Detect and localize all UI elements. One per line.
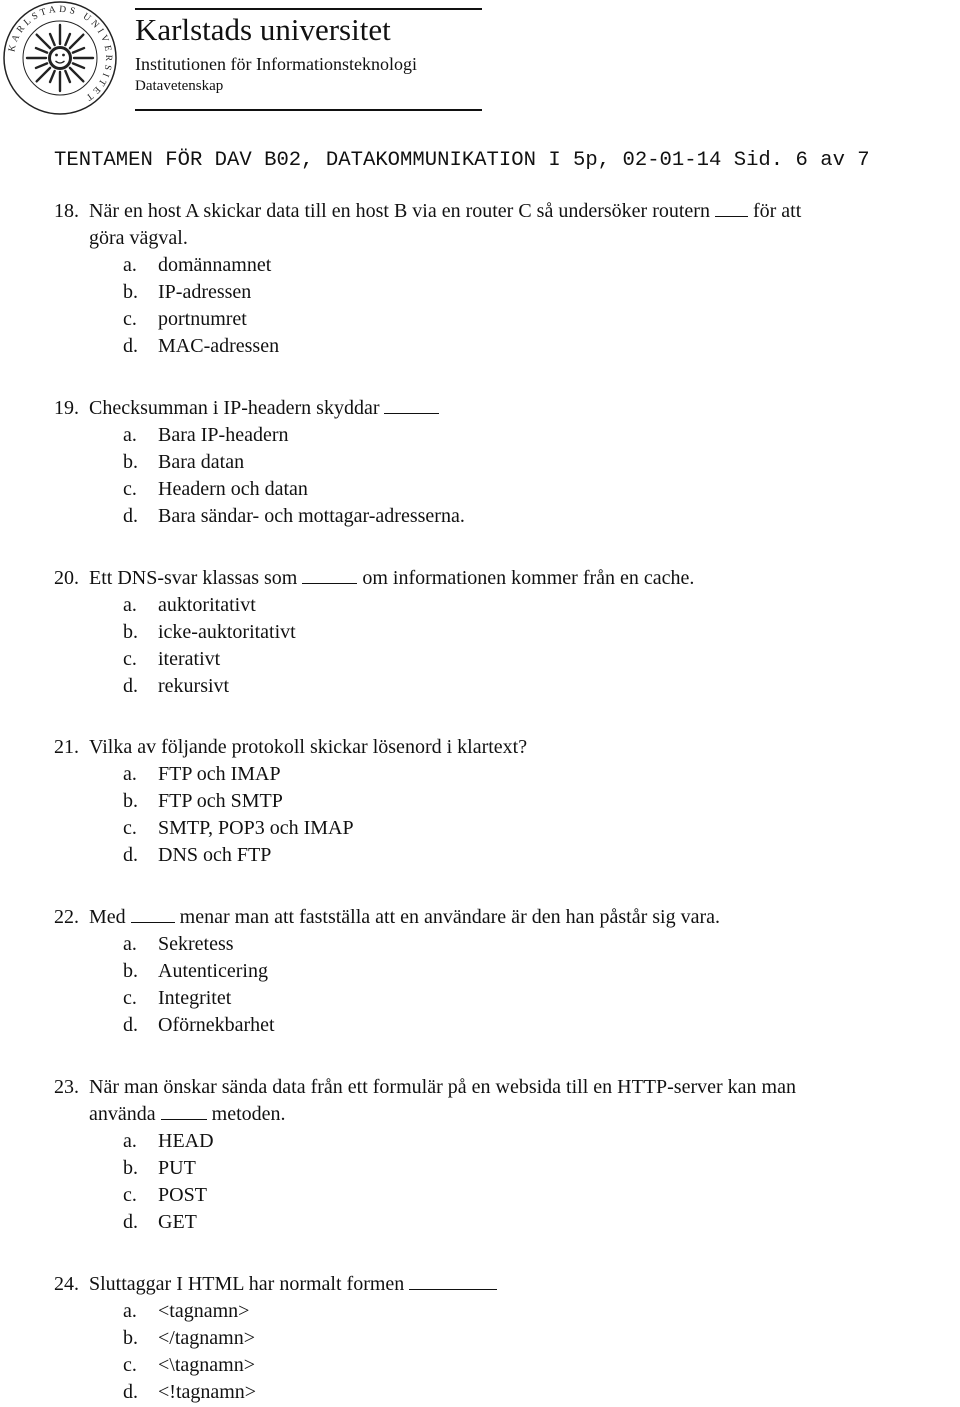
- option-text: Bara sändar- och mottagar-adresserna.: [158, 505, 465, 527]
- option-text: Sekretess: [158, 933, 234, 955]
- question-text: När man önskar sända data från ett formulär på en websida till en HTTP-server kan man: [89, 1076, 796, 1098]
- option-23b: [123, 1155, 196, 1182]
- option-text: <\tagnamn>: [158, 1354, 255, 1376]
- question-number: 20.: [54, 567, 79, 589]
- sun-seal-icon: [2, 0, 118, 116]
- option-22a: [123, 931, 234, 958]
- option-20c: [123, 646, 220, 673]
- option-text: HEAD: [158, 1130, 214, 1152]
- option-24d: [123, 1379, 256, 1406]
- option-letter: c.: [123, 478, 137, 500]
- option-letter: a.: [123, 594, 137, 616]
- option-text: portnumret: [158, 308, 247, 330]
- question-continuation-before: använda: [89, 1103, 156, 1125]
- option-text: FTP och IMAP: [158, 763, 281, 785]
- option-letter: a.: [123, 933, 137, 955]
- option-text: MAC-adressen: [158, 335, 280, 357]
- option-22b: [123, 958, 268, 985]
- question-number: 18.: [54, 200, 79, 222]
- option-letter: b.: [123, 790, 138, 812]
- option-18c: [123, 306, 247, 333]
- question-23: [54, 1074, 796, 1101]
- option-24c: [123, 1352, 255, 1379]
- option-letter: b.: [123, 451, 138, 473]
- option-text: FTP och SMTP: [158, 790, 283, 812]
- option-22d: [123, 1012, 275, 1039]
- question-text: Checksumman i IP-headern skyddar: [89, 397, 380, 419]
- sun-ray: [37, 35, 50, 48]
- sun-ray: [50, 34, 55, 45]
- option-24b: [123, 1325, 255, 1352]
- option-23c: [123, 1182, 207, 1209]
- option-22c: [123, 985, 231, 1012]
- answer-blank: [715, 215, 748, 217]
- option-text: icke-auktoritativt: [158, 621, 296, 643]
- option-letter: c.: [123, 817, 137, 839]
- option-letter: b.: [123, 1327, 138, 1349]
- question-continuation-after: metoden.: [211, 1103, 286, 1125]
- university-seal-logo: [2, 0, 118, 116]
- option-text: DNS och FTP: [158, 844, 272, 866]
- option-text: iterativt: [158, 648, 221, 670]
- answer-blank: [384, 412, 439, 414]
- option-18b: [123, 279, 251, 306]
- sun-ray: [65, 34, 70, 45]
- answer-blank: [409, 1288, 497, 1290]
- option-text: GET: [158, 1211, 197, 1233]
- option-text: Headern och datan: [158, 478, 308, 500]
- option-23a: [123, 1128, 214, 1155]
- option-text: <tagnamn>: [158, 1300, 250, 1322]
- option-text: Bara IP-headern: [158, 424, 289, 446]
- option-19a: [123, 422, 289, 449]
- sun-ray: [37, 68, 50, 81]
- option-letter: a.: [123, 763, 137, 785]
- option-19d: [123, 503, 465, 530]
- option-letter: a.: [123, 1130, 137, 1152]
- question-24: [54, 1271, 497, 1298]
- option-letter: a.: [123, 424, 137, 446]
- option-text: Autenticering: [158, 960, 268, 982]
- sun-ray: [36, 63, 47, 68]
- option-text: </tagnamn>: [158, 1327, 255, 1349]
- question-text-after: om informationen kommer från en cache.: [362, 567, 695, 589]
- exam-header-line: TENTAMEN FÖR DAV B02, DATAKOMMUNIKATION I 5p, 02-01-14 Sid. 6 av 7: [54, 149, 870, 172]
- option-text: Bara datan: [158, 451, 245, 473]
- answer-blank: [302, 582, 357, 584]
- option-text: Integritet: [158, 987, 232, 1009]
- option-letter: c.: [123, 987, 137, 1009]
- option-19b: [123, 449, 244, 476]
- sun-ray: [70, 68, 83, 81]
- question-22: [54, 904, 720, 931]
- question-text: När en host A skickar data till en host B via en router C så undersöker routern: [89, 200, 710, 222]
- option-letter: b.: [123, 1157, 138, 1179]
- option-text: PUT: [158, 1157, 196, 1179]
- option-19c: [123, 476, 308, 503]
- option-20a: [123, 592, 256, 619]
- option-letter: b.: [123, 281, 138, 303]
- option-text: SMTP, POP3 och IMAP: [158, 817, 354, 839]
- option-18d: [123, 333, 279, 360]
- option-21d: [123, 842, 271, 869]
- question-text-after: för att: [752, 200, 802, 222]
- sun-ray: [50, 71, 55, 82]
- header-bottom-rule: [135, 109, 482, 111]
- option-letter: d.: [123, 335, 138, 357]
- question-18: [54, 198, 801, 225]
- option-letter: c.: [123, 308, 137, 330]
- option-text: Oförnekbarhet: [158, 1014, 275, 1036]
- option-text: <!tagnamn>: [158, 1381, 257, 1403]
- answer-blank: [131, 921, 175, 923]
- option-letter: d.: [123, 844, 138, 866]
- question-continuation: [89, 1101, 286, 1128]
- option-letter: c.: [123, 1354, 137, 1376]
- question-number: 19.: [54, 397, 79, 419]
- sun-ray: [73, 63, 84, 68]
- department-name: Datavetenskap: [135, 78, 224, 94]
- option-text: auktoritativt: [158, 594, 256, 616]
- option-letter: b.: [123, 621, 138, 643]
- option-letter: b.: [123, 960, 138, 982]
- option-text: rekursivt: [158, 675, 230, 697]
- option-21a: [123, 761, 281, 788]
- question-number: 24.: [54, 1273, 79, 1295]
- option-23d: [123, 1209, 197, 1236]
- svg-text:KARLSTADS UNIVERSITET: KARLSTADS UNIVERSITET: [7, 4, 114, 104]
- question-20: [54, 565, 694, 592]
- option-letter: a.: [123, 254, 137, 276]
- option-letter: c.: [123, 648, 137, 670]
- sun-ray: [65, 71, 70, 82]
- question-number: 21.: [54, 736, 79, 758]
- question-text: Sluttaggar I HTML har normalt formen: [89, 1273, 405, 1295]
- question-text-after: menar man att fastställa att en användare är den han påstår sig vara.: [179, 906, 720, 928]
- option-letter: d.: [123, 1211, 138, 1233]
- option-letter: a.: [123, 1300, 137, 1322]
- sun-ray: [36, 48, 47, 53]
- question-continuation: göra vägval.: [89, 227, 188, 249]
- option-21b: [123, 788, 283, 815]
- option-text: domännamnet: [158, 254, 272, 276]
- option-20b: [123, 619, 296, 646]
- question-text: Ett DNS-svar klassas som: [89, 567, 298, 589]
- option-letter: d.: [123, 1014, 138, 1036]
- university-name: Karlstads universitet: [135, 12, 391, 47]
- option-letter: c.: [123, 1184, 137, 1206]
- option-18a: [123, 252, 271, 279]
- question-21: [54, 734, 527, 761]
- answer-blank: [161, 1118, 207, 1120]
- institution-name: Institutionen för Informationsteknologi: [135, 54, 417, 74]
- option-letter: d.: [123, 505, 138, 527]
- question-number: 23.: [54, 1076, 79, 1098]
- question-text: Med: [89, 906, 126, 928]
- option-20d: [123, 673, 229, 700]
- option-letter: d.: [123, 675, 138, 697]
- option-text: POST: [158, 1184, 207, 1206]
- option-letter: d.: [123, 1381, 138, 1403]
- option-21c: [123, 815, 354, 842]
- option-24a: [123, 1298, 249, 1325]
- sun-ray: [70, 35, 83, 48]
- question-19: [54, 395, 439, 422]
- option-text: IP-adressen: [158, 281, 252, 303]
- question-text: Vilka av följande protokoll skickar lösenord i klartext?: [89, 736, 528, 758]
- question-number: 22.: [54, 906, 79, 928]
- sun-ray: [73, 48, 84, 53]
